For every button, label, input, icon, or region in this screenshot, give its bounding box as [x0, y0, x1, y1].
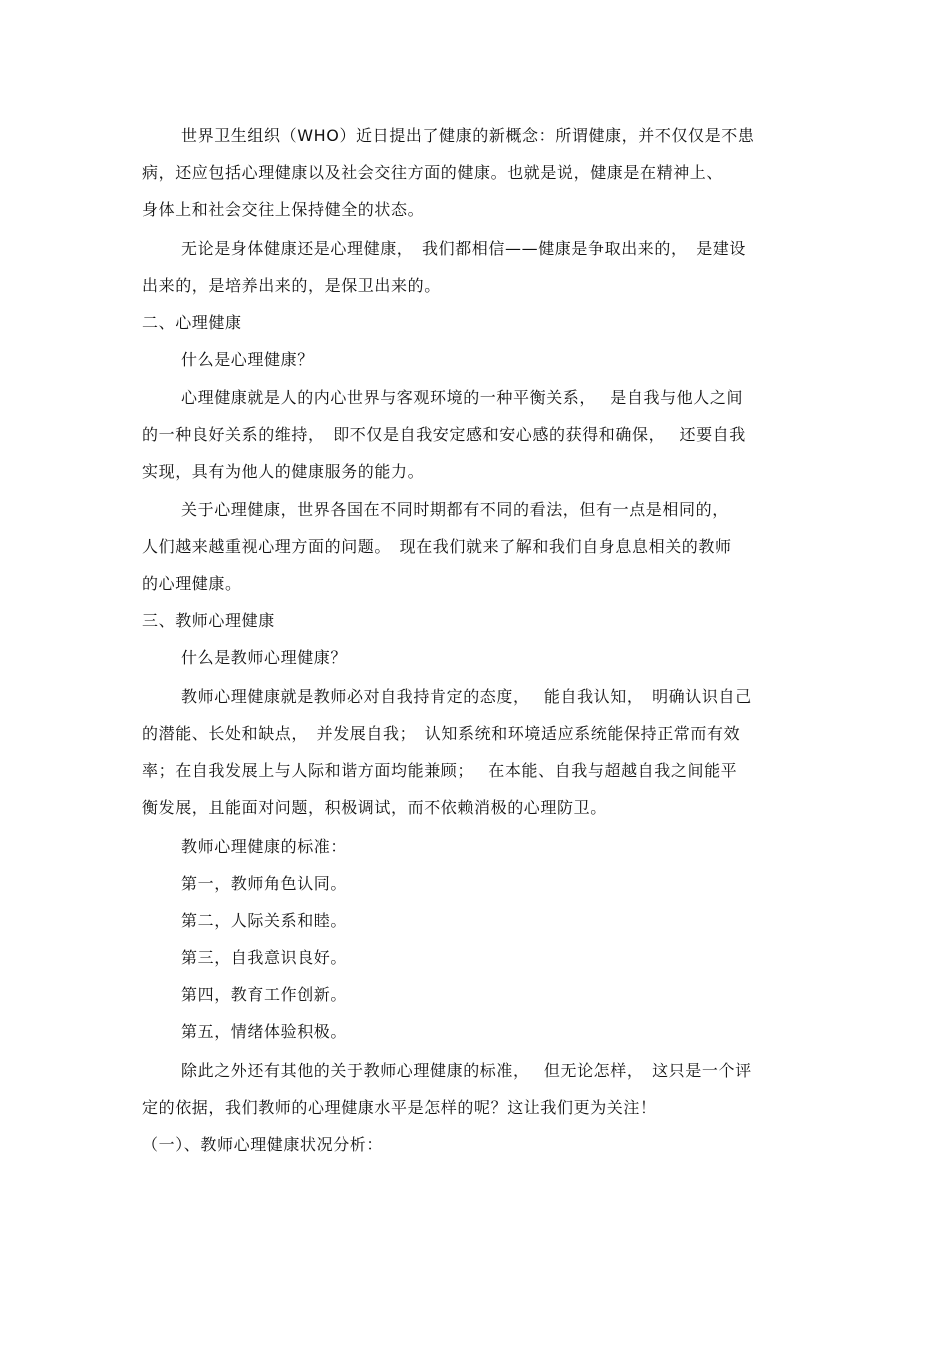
question-line: 什么是心理健康？ — [181, 350, 314, 369]
list-item: 第二，人际关系和睦。 — [181, 911, 348, 930]
text-line: 身体上和社会交往上保持健全的状态。 — [142, 200, 425, 219]
text-line: 的潜能、长处和缺点， 并发展自我； 认知系统和环境适应系统能保持正常而有效 — [142, 724, 741, 743]
text-line: 率；在自我发展上与人际和谐方面均能兼顾； 在本能、自我与超越自我之间能平 — [142, 761, 738, 780]
text-line: 实现，具有为他人的健康服务的能力。 — [142, 462, 425, 481]
list-item: 第四，教育工作创新。 — [181, 985, 348, 1004]
text-line: 教师心理健康就是教师必对自我持肯定的态度， 能自我认知， 明确认识自己 — [181, 687, 752, 706]
question-line: 什么是教师心理健康？ — [181, 648, 348, 667]
text-line: 出来的，是培养出来的，是保卫出来的。 — [142, 276, 441, 295]
text-line: 无论是身体健康还是心理健康， 我们都相信——健康是争取出来的， 是建设 — [181, 239, 747, 258]
text-line: 除此之外还有其他的关于教师心理健康的标准， 但无论怎样， 这只是一个评 — [181, 1061, 752, 1080]
text-line: 心理健康就是人的内心世界与客观环境的一种平衡关系， 是自我与他人之间 — [181, 388, 744, 407]
subsection-heading: （一）、教师心理健康状况分析： — [142, 1135, 384, 1154]
text-line: 定的依据，我们教师的心理健康水平是怎样的呢？这让我们更为关注！ — [142, 1098, 657, 1117]
text-line: 的心理健康。 — [142, 574, 242, 593]
text-line: 教师心理健康的标准： — [181, 837, 348, 856]
text-line: 的一种良好关系的维持， 即不仅是自我安定感和安心感的获得和确保， 还要自我 — [142, 425, 746, 444]
text-line: 世界卫生组织（WHO）近日提出了健康的新概念：所谓健康，并不仅仅是不患 — [181, 126, 755, 145]
list-item: 第三，自我意识良好。 — [181, 948, 348, 967]
text-line: 人们越来越重视心理方面的问题。 现在我们就来了解和我们自身息息相关的教师 — [142, 537, 732, 556]
section-heading: 三、教师心理健康 — [142, 611, 275, 630]
section-heading: 二、心理健康 — [142, 313, 242, 332]
list-item: 第一，教师角色认同。 — [181, 874, 348, 893]
list-item: 第五，情绪体验积极。 — [181, 1022, 348, 1041]
text-line: 关于心理健康，世界各国在不同时期都有不同的看法，但有一点是相同的， — [181, 500, 729, 519]
text-line: 衡发展，且能面对问题，积极调试，而不依赖消极的心理防卫。 — [142, 798, 607, 817]
text-line: 病，还应包括心理健康以及社会交往方面的健康。也就是说，健康是在精神上、 — [142, 163, 724, 182]
